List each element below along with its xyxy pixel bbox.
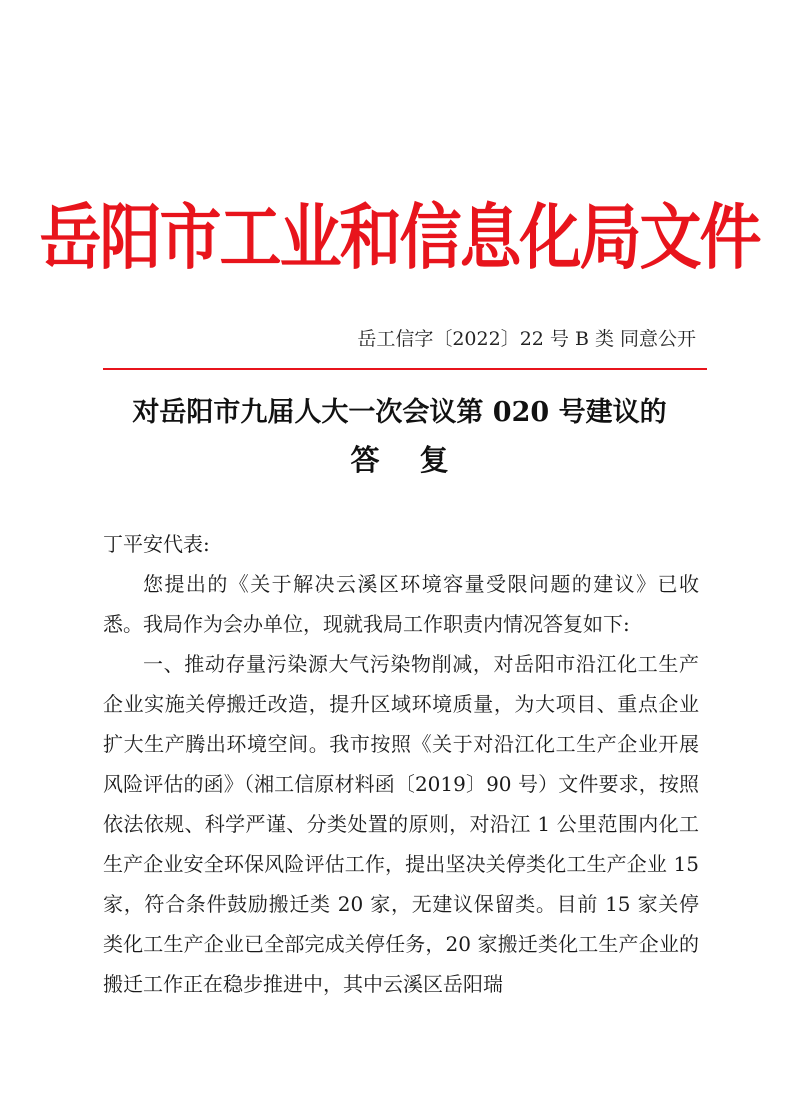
document-number: 岳工信字〔2022〕22 号 B 类 同意公开 xyxy=(357,328,696,350)
salutation: 丁平安代表: xyxy=(103,532,210,556)
red-divider-line xyxy=(103,368,707,370)
body-paragraph: 一、推动存量污染源大气污染物削减，对岳阳市沿江化工生产企业实施关停搬迁改造，提升区域环境质量，为大项目、重点企业扩大生产腾出环境空间。我市按照《关于对沿江化工生产企业开展风险评估的函》（湘工信原材料函〔2019〕90 号）文件要求，按照依法依规、科学严谨、分类处置的原则，对沿江 1 公里范围内化工生产企业安全环保风险评估工作，提出坚决关停类化工生产企业 15 家，符合条件鼓励搬迁类 20 家，无建议保留类。目前 15 家关停类化工生产企业已全部完成关停任务，20 家搬迁类化工生产企业的搬迁工作正在稳步推进中，其中云溪区岳阳瑞 xyxy=(103,652,699,996)
issuer-header-title: 岳阳市工业和信息化局文件 xyxy=(39,195,760,280)
document-title-line2: 答复 xyxy=(350,443,489,477)
body-paragraph: 您提出的《关于解决云溪区环境容量受限问题的建议》已收悉。我局作为会办单位，现就我局工作职责内情况答复如下: xyxy=(103,572,699,636)
document-body xyxy=(103,524,699,1004)
document-title-line1: 对岳阳市九届人大一次会议第 020 号建议的 xyxy=(132,397,667,428)
